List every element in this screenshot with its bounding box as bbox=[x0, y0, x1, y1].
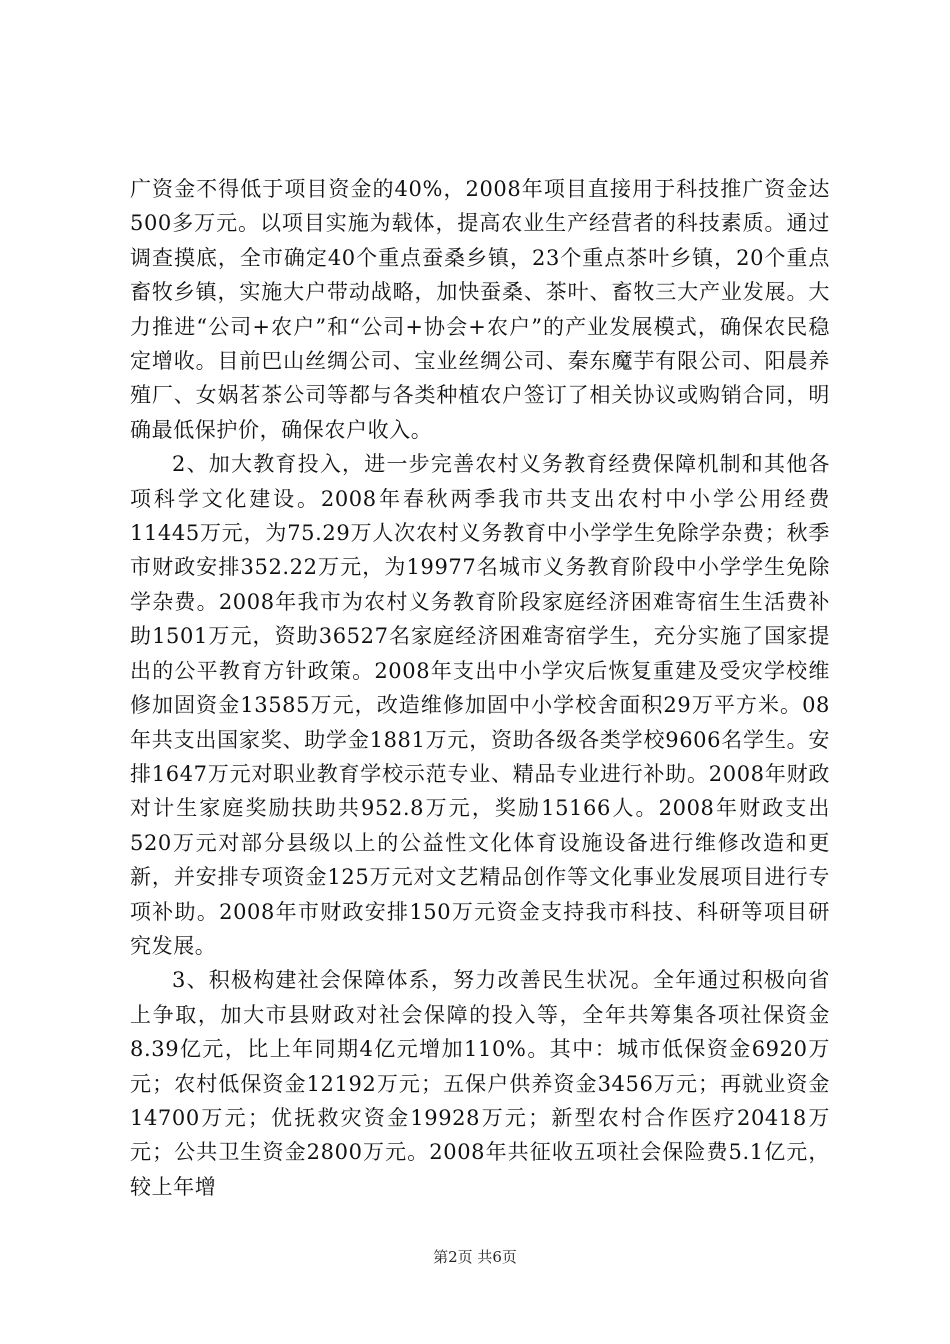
paragraph-3: 3、积极构建社会保障体系，努力改善民生状况。全年通过积极向省上争取，加大市县财政对社会保障的投入等，全年共筹集各项社保资金8.39亿元，比上年同期4亿元增加110%。其中：城市低保资金6920万元；农村低保资金12192万元；五保户供养资金3456万元；再就业资金14700万元；优抚救灾资金19928万元；新型农村合作医疗20418万元；公共卫生资金2800万元。2008年共征收五项社会保险费5.1亿元，较上年增 bbox=[130, 968, 830, 1199]
paragraph-1: 广资金不得低于项目资金的40%，2008年项目直接用于科技推广资金达500多万元。以项目实施为载体，提高农业生产经营者的科技素质。通过调查摸底，全市确定40个重点蚕桑乡镇，23个重点茶叶乡镇，20个重点畜牧乡镇，实施大户带动战略，加快蚕桑、茶叶、畜牧三大产业发展。大力推进“公司+农户”和“公司+协会+农户”的产业发展模式，确保农民稳定增收。目前巴山丝绸公司、宝业丝绸公司、秦东魔芋有限公司、阳晨养殖厂、女娲茗茶公司等都与各类种植农户签订了相关协议或购销合同，明确最低保护价，确保农户收入。 bbox=[130, 177, 830, 442]
paragraph-2: 2、加大教育投入，进一步完善农村义务教育经费保障机制和其他各项科学文化建设。2008年春秋两季我市共支出农村中小学公用经费11445万元，为75.29万人次农村义务教育中小学学生免除学杂费；秋季市财政安排352.22万元，为19977名城市义务教育阶段中小学学生免除学杂费。2008年我市为农村义务教育阶段家庭经济困难寄宿生生活费补助1501万元，资助36527名家庭经济困难寄宿学生，充分实施了国家提出的公平教育方针政策。2008年支出中小学灾后恢复重建及受灾学校维修加固资金13585万元，改造维修加固中小学校舍面积29万平方米。08年共支出国家奖、助学金1881万元，资助各级各类学校9606名学生。安排1647万元对职业教育学校示范专业、精品专业进行补助。2008年财政对计生家庭奖励扶助共952.8万元，奖励15166人。2008年财政支出520万元对部分县级以上的公益性文化体育设施设备进行维修改造和更新，并安排专项资金125万元对文艺精品创作等文化事业发展项目进行专项补助。2008年市财政安排150万元资金支持我市科技、科研等项目研究发展。 bbox=[130, 452, 830, 958]
page-footer: 第2页 共6页 bbox=[433, 1248, 517, 1266]
document-body bbox=[130, 172, 830, 1204]
